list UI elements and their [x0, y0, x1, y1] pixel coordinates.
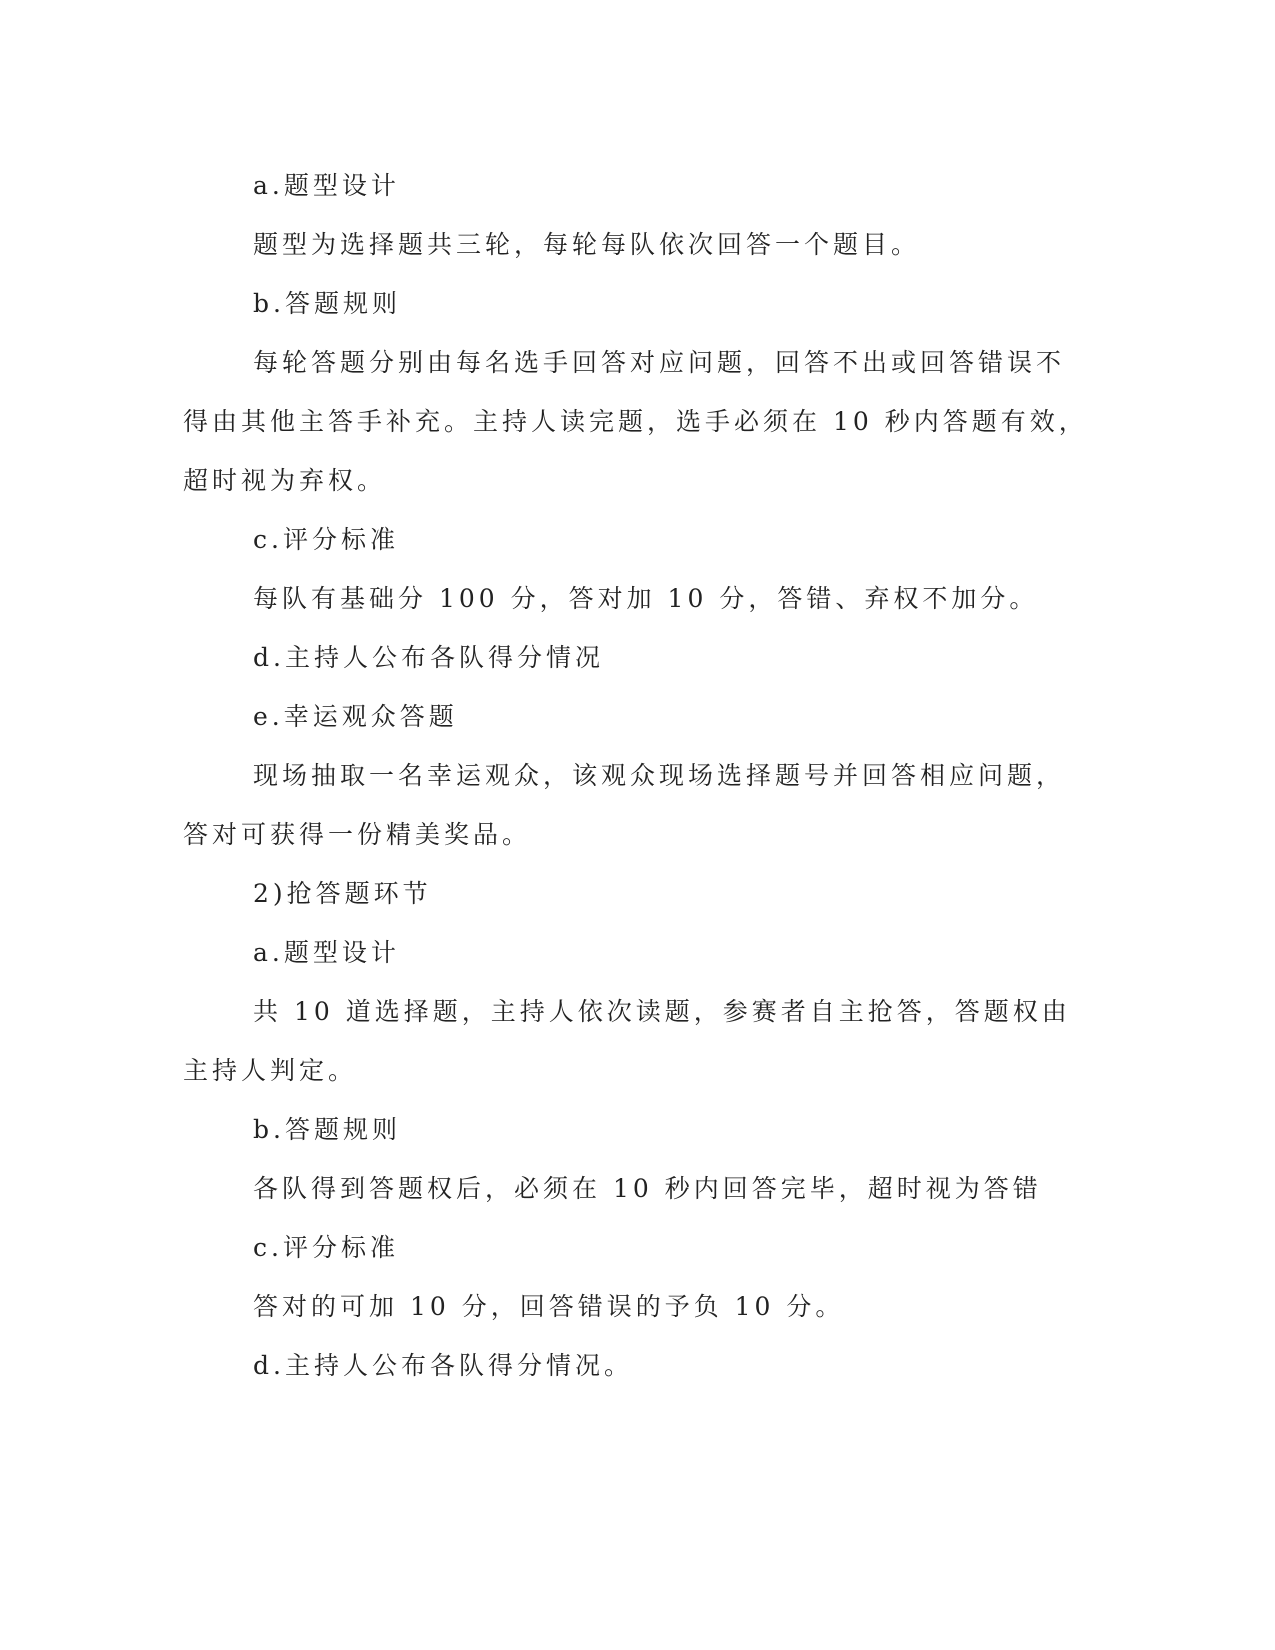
subheading-answer-rules: b.答题规则 [253, 1115, 401, 1144]
document-body [183, 156, 1088, 1395]
paragraph-line: 超时视为弃权。 [183, 466, 387, 495]
paragraph-line: 题型为选择题共三轮，每轮每队依次回答一个题目。 [253, 230, 921, 259]
subheading-host-announces-scores: d.主持人公布各队得分情况。 [253, 1351, 633, 1380]
paragraph-line: 各队得到答题权后，必须在 10 秒内回答完毕，超时视为答错 [253, 1174, 1042, 1203]
paragraph-line: 每轮答题分别由每名选手回答对应问题，回答不出或回答错误不 [253, 348, 1066, 377]
subheading-scoring-criteria: c.评分标准 [253, 525, 399, 554]
section-heading-quick-answer: 2)抢答题环节 [253, 879, 432, 908]
subheading-scoring-criteria: c.评分标准 [253, 1233, 399, 1262]
paragraph-line: 现场抽取一名幸运观众，该观众现场选择题号并回答相应问题， [253, 761, 1066, 790]
subheading-question-design: a.题型设计 [253, 938, 400, 967]
paragraph-line: 得由其他主答手补充。主持人读完题，选手必须在 10 秒内答题有效， [183, 407, 1088, 436]
subheading-answer-rules: b.答题规则 [253, 289, 401, 318]
paragraph-line: 共 10 道选择题，主持人依次读题，参赛者自主抢答，答题权由 [253, 997, 1071, 1026]
subheading-lucky-audience: e.幸运观众答题 [253, 702, 458, 731]
subheading-host-announces-scores: d.主持人公布各队得分情况 [253, 643, 604, 672]
paragraph-line: 答对的可加 10 分，回答错误的予负 10 分。 [253, 1292, 845, 1321]
paragraph-line: 每队有基础分 100 分，答对加 10 分，答错、弃权不加分。 [253, 584, 1039, 613]
paragraph-line: 答对可获得一份精美奖品。 [183, 820, 532, 849]
paragraph-line: 主持人判定。 [183, 1056, 358, 1085]
subheading-question-design: a.题型设计 [253, 171, 400, 200]
